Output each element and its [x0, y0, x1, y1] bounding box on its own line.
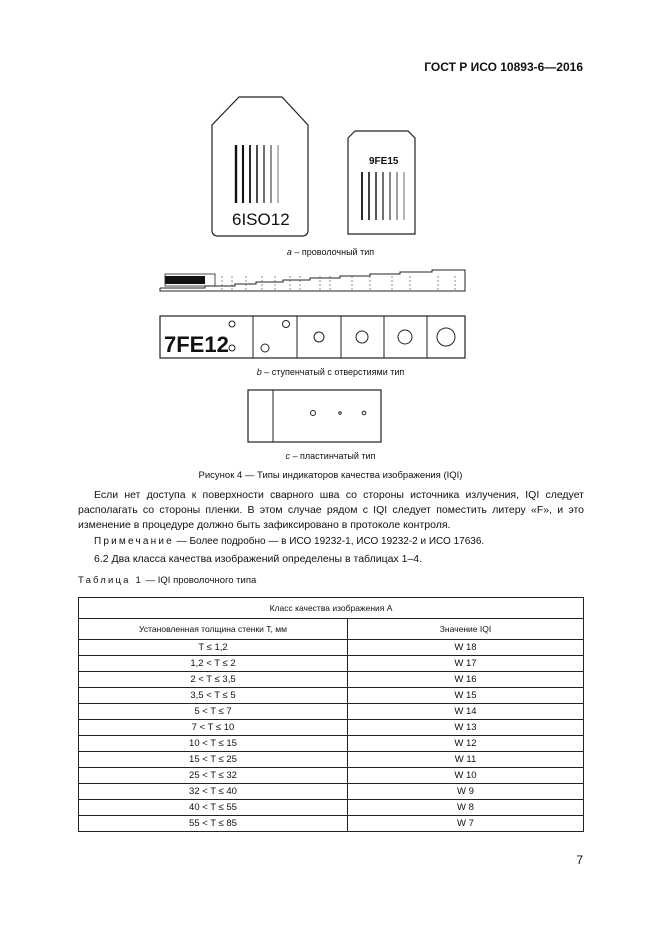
step-profile [160, 270, 465, 291]
col-iqi-header: Значение IQI [348, 619, 584, 640]
table-row [79, 656, 584, 672]
thickness-cell: 15 < T ≤ 25 [79, 752, 348, 768]
iqi-value-cell: W 17 [348, 656, 584, 672]
step-hole [229, 345, 235, 351]
table-caption: Таблица 1 — IQI проволочного типа [78, 575, 257, 586]
wire-set-small [362, 172, 404, 220]
step-hole [229, 321, 235, 327]
step-plate-label: 7FE12 [164, 332, 229, 357]
iqi-value-cell: W 12 [348, 736, 584, 752]
table-row [79, 672, 584, 688]
step-hole [261, 344, 269, 352]
note: Примечание — Более подробно — в ИСО 19232-1, ИСО 19232-2 и ИСО 17636. [94, 536, 485, 547]
table-row [79, 768, 584, 784]
table-row [79, 752, 584, 768]
step-hole [437, 328, 455, 346]
plate-hole-1t [339, 412, 341, 414]
table-row [79, 720, 584, 736]
plate-outline [248, 390, 381, 442]
thickness-cell: 2 < T ≤ 3,5 [79, 672, 348, 688]
wire-iqi-figure [0, 0, 661, 260]
iqi-value-cell: W 13 [348, 720, 584, 736]
step-lead-block [165, 276, 205, 284]
table-row [79, 784, 584, 800]
iqi-value-cell: W 15 [348, 688, 584, 704]
col-thickness-header: Установленная толщина стенки T, мм [79, 619, 348, 640]
document-header: ГОСТ Р ИСО 10893-6—2016 [424, 60, 583, 74]
wire-iqi-small [348, 131, 415, 234]
caption-c: c – пластинчатый тип [285, 451, 376, 461]
table-row [79, 816, 584, 832]
thickness-cell: 1,2 < T ≤ 2 [79, 656, 348, 672]
table-row [79, 736, 584, 752]
thickness-cell: 25 < T ≤ 32 [79, 768, 348, 784]
step-hole [314, 332, 324, 342]
table-row [79, 640, 584, 656]
iqi-value-cell: W 11 [348, 752, 584, 768]
step-hole [398, 330, 412, 344]
caption-b: b – ступенчатый с отверстиями тип [256, 367, 405, 377]
thickness-cell: T ≤ 1,2 [79, 640, 348, 656]
thickness-cell: 10 < T ≤ 15 [79, 736, 348, 752]
caption-a: a – проволочный тип [286, 247, 375, 257]
figure-title: Рисунок 4 — Типы индикаторов качества изображения (IQI) [198, 470, 463, 481]
iqi-value-cell: W 18 [348, 640, 584, 656]
step-hole [283, 321, 290, 328]
paragraph-quality-classes: 6.2 Два класса качества изображений определены в таблицах 1–4. [94, 553, 423, 565]
plate-iqi-figure [0, 385, 661, 445]
table-row [79, 800, 584, 816]
thickness-cell: 3,5 < T ≤ 5 [79, 688, 348, 704]
thickness-cell: 40 < T ≤ 55 [79, 800, 348, 816]
thickness-cell: 55 < T ≤ 85 [79, 816, 348, 832]
thickness-cell: 32 < T ≤ 40 [79, 784, 348, 800]
iqi-value-cell: W 10 [348, 768, 584, 784]
wire-iqi-large-label: 6ISO12 [232, 210, 290, 229]
thickness-cell: 5 < T ≤ 7 [79, 704, 348, 720]
iqi-value-cell: W 14 [348, 704, 584, 720]
iqi-table [78, 597, 584, 832]
iqi-value-cell: W 9 [348, 784, 584, 800]
page-number: 7 [576, 853, 583, 867]
step-hole [356, 331, 368, 343]
step-iqi-figure [0, 262, 661, 362]
iqi-value-cell: W 7 [348, 816, 584, 832]
plate-hole-2t [362, 411, 366, 415]
table-row [79, 688, 584, 704]
plate-hole-4t [311, 411, 316, 416]
iqi-value-cell: W 8 [348, 800, 584, 816]
table-row [79, 704, 584, 720]
iqi-value-cell: W 16 [348, 672, 584, 688]
class-header: Класс качества изображения А [79, 598, 584, 619]
thickness-cell: 7 < T ≤ 10 [79, 720, 348, 736]
wire-iqi-small-label: 9FE15 [369, 156, 399, 167]
wire-set-large [236, 145, 278, 203]
paragraph-film-side: Если нет доступа к поверхности сварного шва со стороны источника излучения, IQI следует располагать со стороны пленки. В этом случае рядом с IQI следует поместить литеру «F», и это изменение в процедуре должно быть зафиксировано в протоколе контроля. [78, 489, 584, 531]
